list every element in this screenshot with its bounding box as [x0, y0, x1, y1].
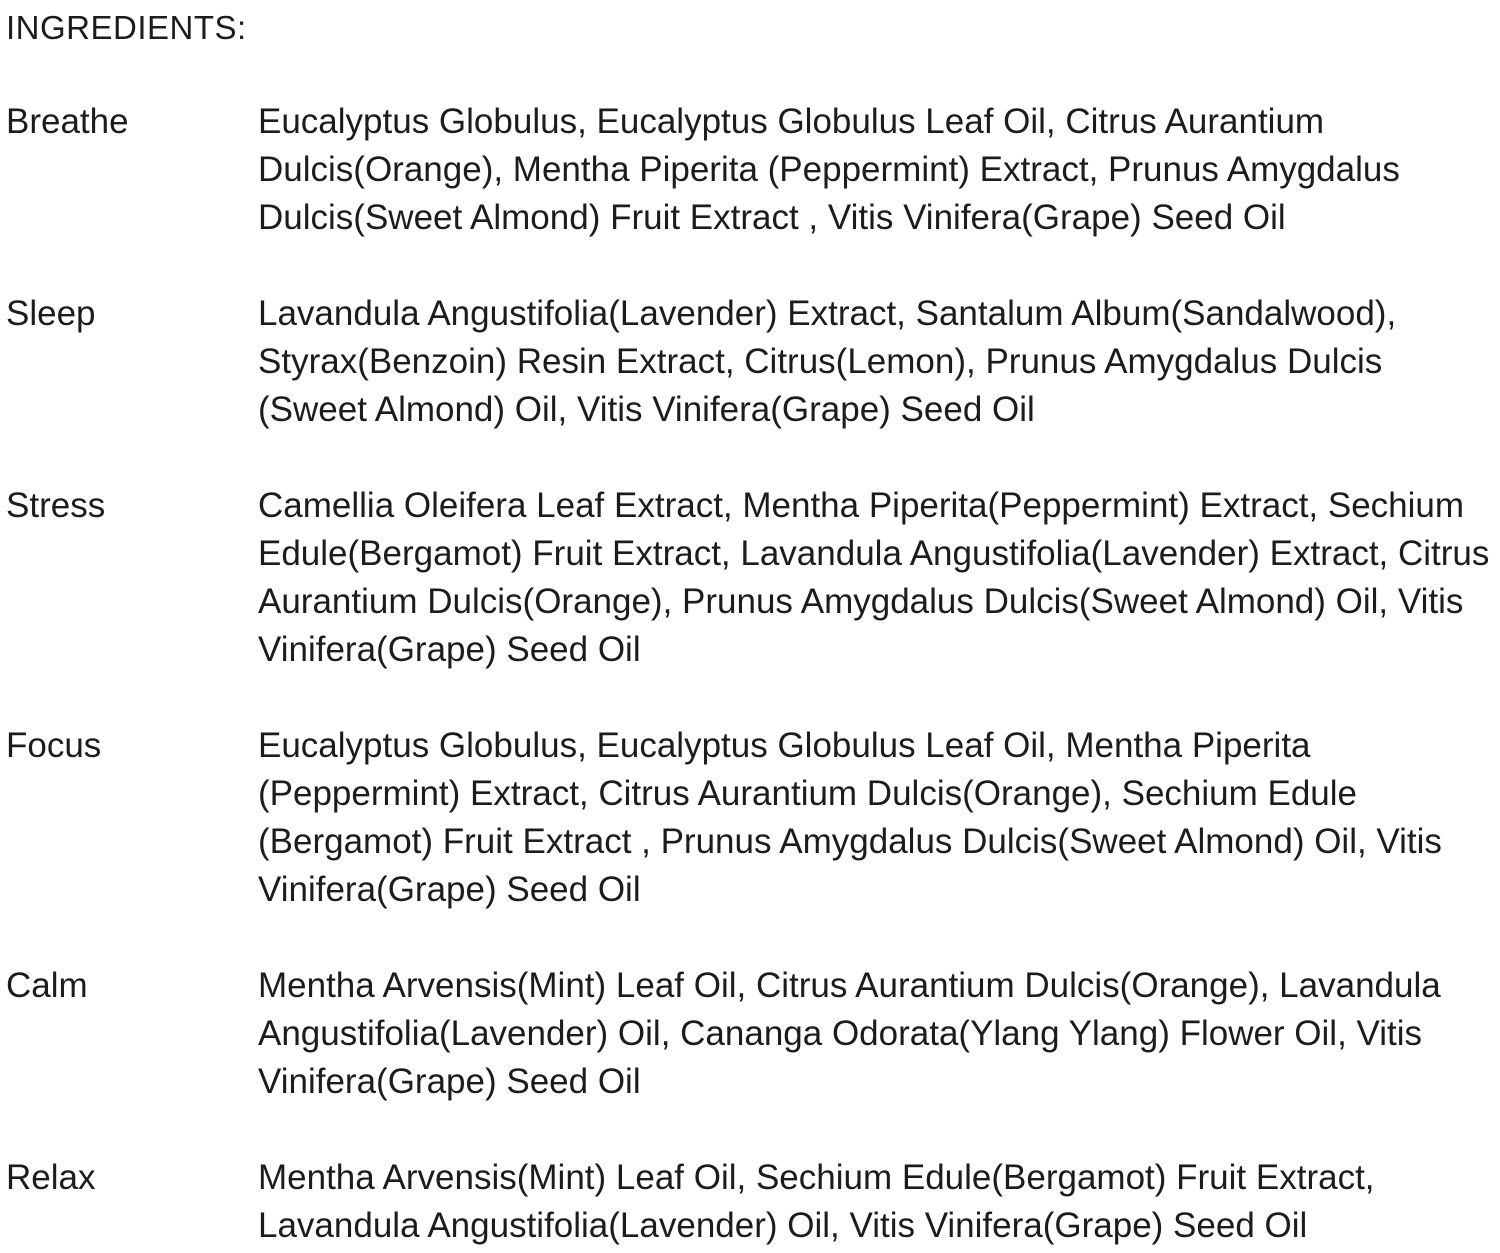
product-name-breathe: Breathe: [6, 102, 129, 141]
ingredient-row-relax: [6, 1154, 1492, 1250]
ingredient-list-relax: Mentha Arvensis(Mint) Leaf Oil, Sechium Edule(Bergamot) Fruit Extract, Lavandula Angustifolia(Lavender) Oil, Vitis Vinifera(Grape) Seed Oil: [258, 1158, 1375, 1245]
ingredient-row-focus: [6, 722, 1492, 914]
ingredient-list-calm: Mentha Arvensis(Mint) Leaf Oil, Citrus Aurantium Dulcis(Orange), Lavandula Angustifolia(Lavender) Oil, Cananga Odorata(Ylang Ylang) Flower Oil, Vitis Vinifera(Grape) Seed Oil: [258, 966, 1441, 1101]
ingredient-list-stress: Camellia Oleifera Leaf Extract, Mentha Piperita(Peppermint) Extract, Sechium Edule(Bergamot) Fruit Extract, Lavandula Angustifolia(Lavender) Extract, Citrus Aurantium Dulcis(Orange), Prunus Amygdalus Dulcis(Sweet Almond) Oil, Vitis Vinifera(Grape) Seed Oil: [258, 486, 1490, 669]
product-name-focus: Focus: [6, 726, 102, 765]
product-name-sleep: Sleep: [6, 294, 96, 333]
ingredient-list-focus: Eucalyptus Globulus, Eucalyptus Globulus Leaf Oil, Mentha Piperita (Peppermint) Extract, Citrus Aurantium Dulcis(Orange), Sechium Edule (Bergamot) Fruit Extract , Prunus Amygdalus Dulcis(Sweet Almond) Oil, Vitis Vinifera(Grape) Seed Oil: [258, 726, 1442, 909]
ingredients-title: INGREDIENTS:: [6, 9, 247, 46]
product-name-stress: Stress: [6, 486, 106, 525]
ingredient-row-breathe: [6, 98, 1492, 242]
ingredient-row-calm: [6, 962, 1492, 1106]
product-name-calm: Calm: [6, 966, 88, 1005]
ingredient-list-sleep: Lavandula Angustifolia(Lavender) Extract, Santalum Album(Sandalwood), Styrax(Benzoin) Resin Extract, Citrus(Lemon), Prunus Amygdalus Dulcis (Sweet Almond) Oil, Vitis Vinifera(Grape) Seed Oil: [258, 294, 1397, 429]
ingredient-list-breathe: Eucalyptus Globulus, Eucalyptus Globulus Leaf Oil, Citrus Aurantium Dulcis(Orange), Mentha Piperita (Peppermint) Extract, Prunus Amygdalus Dulcis(Sweet Almond) Fruit Extract , Vitis Vinifera(Grape) Seed Oil: [258, 102, 1400, 237]
ingredient-row-sleep: [6, 290, 1492, 434]
product-name-relax: Relax: [6, 1158, 96, 1197]
ingredient-row-stress: [6, 482, 1492, 674]
